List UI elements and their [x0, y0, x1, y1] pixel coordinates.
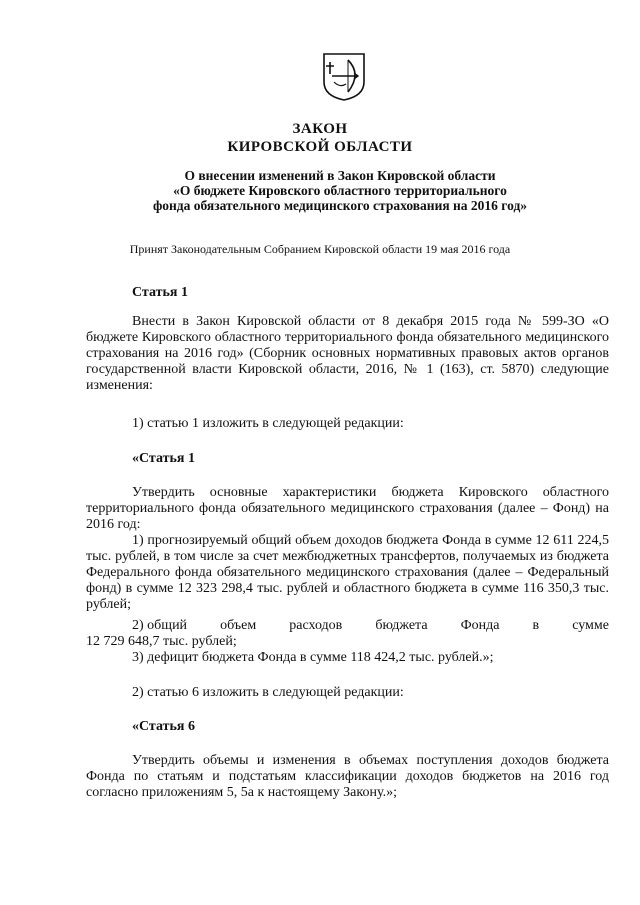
subitem-2-word: бюджета [375, 618, 428, 633]
subitem-2-word: расходов [289, 618, 343, 633]
subitem-2-word: объем [220, 618, 257, 633]
law-subtitle [60, 168, 620, 213]
subitem-2-word: 2) общий [132, 618, 188, 633]
quoted-article-1-intro: Утвердить основные характеристики бюджета Кировского областного территориального фонда обязательного медицинского страхования (далее – Фонд) на 2016 год: [86, 485, 609, 532]
subtitle-line: фонда обязательного медицинского страхования на 2016 год» [152, 198, 528, 213]
coat-of-arms-icon [322, 52, 366, 102]
adoption-note: Принят Законодательным Собранием Кировской области 19 мая 2016 года [129, 242, 511, 256]
subitem-3: 3) дефицит бюджета Фонда в сумме 118 424,2 тыс. рублей.»; [132, 650, 494, 665]
subitem-1: 1) прогнозируемый общий объем доходов бюджета Фонда в сумме 12 611 224,5 тыс. рублей, в том числе за счет межбюджетных трансфертов, получаемых из бюджета Федерального фонда обязательного медицинского страхования (далее – Федеральный фонд) в сумме 12 323 298,4 тыс. рублей и областного бюджета в сумме 116 350,3 тыс. рублей; [86, 533, 609, 612]
subitem-2-word: в [532, 618, 540, 633]
quoted-article-6-heading: «Статья 6 [132, 719, 195, 734]
law-region: КИРОВСКОЙ ОБЛАСТИ [227, 139, 413, 155]
list-item-2: 2) статью 6 изложить в следующей редакции: [132, 685, 404, 700]
subitem-2-word: сумме [572, 618, 609, 633]
subitem-2-amount: 12 729 648,7 тыс. рублей; [86, 634, 237, 649]
law-title: ЗАКОН [292, 121, 348, 137]
article-1-heading: Статья 1 [132, 285, 188, 300]
article-1-intro: Внести в Закон Кировской области от 8 декабря 2015 года № 599-ЗО «О бюджете Кировского областного территориального фонда обязательного медицинского страхования на 2016 год» (Сборник основных нормативных правовых актов органов государственной власти Кировской области, 2016, № 1 (163), ст. 5870) следующие изменения: [86, 314, 609, 393]
subtitle-line: О внесении изменений в Закон Кировской области [184, 168, 496, 183]
subtitle-line: «О бюджете Кировского областного территориального [173, 183, 507, 198]
subitem-2-word: Фонда [460, 618, 500, 633]
quoted-article-1-heading: «Статья 1 [132, 451, 195, 466]
quoted-article-6-text: Утвердить объемы и изменения в объемах поступления доходов бюджета Фонда по статьям и подстатьям классификации доходов бюджетов на 2016 год согласно приложениям 5, 5а к настоящему Закону.»; [86, 753, 609, 800]
subitem-2-line [132, 618, 609, 634]
list-item-1: 1) статью 1 изложить в следующей редакции: [132, 416, 404, 431]
